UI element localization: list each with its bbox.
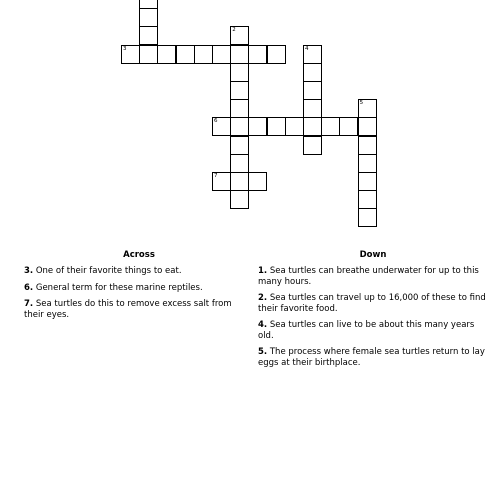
clue-text: The process where female sea turtles return to lay eggs at their birthplace. bbox=[258, 347, 485, 368]
crossword-cell[interactable] bbox=[267, 117, 286, 136]
crossword-cell[interactable] bbox=[230, 136, 249, 155]
crossword-cell[interactable] bbox=[303, 117, 322, 136]
across-clues bbox=[24, 250, 254, 326]
clue-text: Sea turtles can live to be about this many years old. bbox=[258, 320, 475, 341]
crossword-cell[interactable] bbox=[157, 45, 176, 64]
across-heading: Across bbox=[123, 250, 155, 260]
crossword-cell[interactable] bbox=[230, 99, 249, 118]
crossword-grid bbox=[0, 0, 500, 240]
clue-text: One of their favorite things to eat. bbox=[35, 266, 182, 276]
crossword-cell[interactable] bbox=[303, 63, 322, 82]
cell-number: 7 bbox=[214, 173, 218, 179]
crossword-cell[interactable] bbox=[212, 172, 231, 191]
cell-number: 2 bbox=[232, 27, 236, 34]
crossword-cell[interactable] bbox=[358, 208, 377, 227]
crossword-cell[interactable] bbox=[358, 154, 377, 173]
clue-number: 2. bbox=[258, 293, 268, 303]
crossword-cell[interactable] bbox=[230, 63, 249, 82]
crossword-cell[interactable] bbox=[358, 172, 377, 191]
crossword-cell[interactable] bbox=[230, 26, 249, 45]
clue-text: Sea turtles can breathe underwater for up to this many hours. bbox=[258, 266, 479, 287]
crossword-cell[interactable] bbox=[358, 136, 377, 155]
crossword-cell[interactable] bbox=[212, 45, 231, 64]
clue-number: 5. bbox=[258, 347, 268, 357]
clue-number: 3. bbox=[24, 266, 34, 276]
cell-number: 6 bbox=[214, 118, 218, 125]
clue-number: 7. bbox=[24, 299, 34, 309]
down-clue-1 bbox=[258, 266, 488, 287]
clue-text: General term for these marine reptiles. bbox=[35, 282, 203, 293]
cell-number: 4 bbox=[305, 45, 309, 52]
crossword-cell[interactable] bbox=[248, 172, 267, 191]
crossword-cell[interactable] bbox=[230, 117, 249, 136]
clue-number: 4. bbox=[258, 320, 268, 330]
crossword-cell[interactable] bbox=[139, 45, 158, 64]
crossword-cell[interactable] bbox=[339, 117, 358, 136]
crossword-cell[interactable] bbox=[139, 26, 158, 45]
down-heading: Down bbox=[359, 250, 387, 260]
crossword-cell[interactable] bbox=[303, 136, 322, 155]
crossword-cell[interactable] bbox=[176, 45, 195, 64]
across-clue-3 bbox=[24, 266, 254, 277]
cell-number: 3 bbox=[123, 45, 127, 52]
across-clue-6 bbox=[24, 283, 254, 294]
crossword-cell[interactable] bbox=[303, 81, 322, 100]
clue-number: 6. bbox=[24, 282, 34, 293]
crossword-cell[interactable] bbox=[121, 45, 140, 64]
crossword-cell[interactable] bbox=[303, 45, 322, 64]
crossword-cell[interactable] bbox=[212, 117, 231, 136]
crossword-cell[interactable] bbox=[230, 154, 249, 173]
down-clue-2 bbox=[258, 293, 488, 314]
crossword-cell[interactable] bbox=[358, 117, 377, 136]
crossword-cell[interactable] bbox=[248, 45, 267, 64]
crossword-cell[interactable] bbox=[230, 190, 249, 209]
clue-text: Sea turtles do this to remove excess salt from their eyes. bbox=[24, 299, 232, 320]
crossword-cell[interactable] bbox=[139, 8, 158, 27]
down-clue-5 bbox=[258, 347, 488, 368]
crossword-cell[interactable] bbox=[285, 117, 304, 136]
clue-text: Sea turtles can travel up to 16,000 of these to find their favorite food. bbox=[258, 293, 486, 314]
crossword-cell[interactable] bbox=[194, 45, 213, 64]
down-clues bbox=[258, 250, 488, 374]
across-clue-7 bbox=[24, 299, 254, 320]
clue-number: 1. bbox=[258, 266, 268, 276]
crossword-cell[interactable] bbox=[230, 45, 249, 64]
crossword-cell[interactable] bbox=[358, 99, 377, 118]
crossword-cell[interactable] bbox=[321, 117, 340, 136]
crossword-cell[interactable] bbox=[230, 81, 249, 100]
crossword-cell[interactable] bbox=[267, 45, 286, 64]
down-clue-4 bbox=[258, 320, 488, 341]
crossword-cell[interactable] bbox=[303, 99, 322, 118]
crossword-cell[interactable] bbox=[230, 172, 249, 191]
crossword-cell[interactable] bbox=[358, 190, 377, 209]
crossword-cell[interactable] bbox=[248, 117, 267, 136]
cell-number: 5 bbox=[359, 100, 364, 107]
